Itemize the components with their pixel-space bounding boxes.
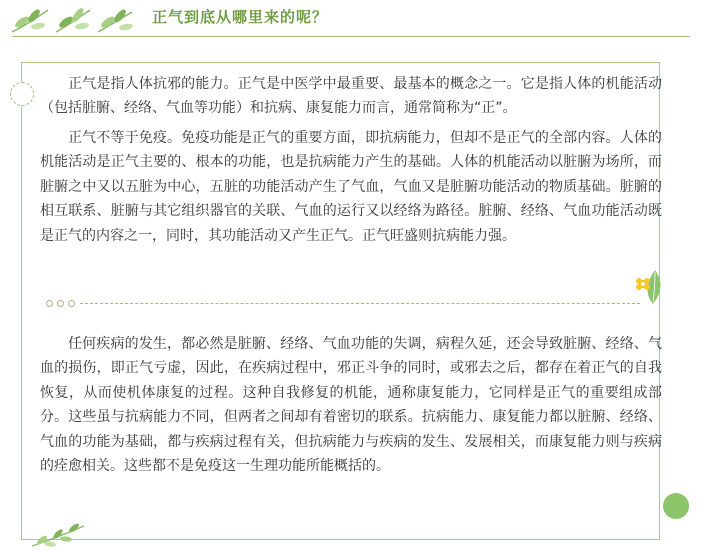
- leaf-decoration-icon: [8, 2, 138, 36]
- paragraph-3: 任何疾病的发生，都必然是脏腑、经络、气血功能的失调，病程久延，还会导致脏腑、经络、气血的损伤，即正气亏虚，因此，在疾病过程中，邪正斗争的同时，或邪去之后，都存在着正气的自我恢复，从而使机体康复的过程。这种自我修复的机能，通称康复能力，它同样是正气的重要组成部分。这些虽与抗病能力不同，但两者之间却有着密切的联系。抗病能力、康复能力都以脏腑、经络、气血的功能为基础，都与疾病过程有关，但抗病能力与疾病的发生、发展相关，而康复能力则与疾病的痊愈相关。这些都不是免疫这一生理功能所能概括的。: [40, 336, 662, 475]
- divider-dot: [68, 300, 75, 307]
- paragraph-2: 正气不等于免疫。免疫功能是正气的重要方面，即抗病能力，但却不是正气的全部内容。人体的机能活动是正气主要的、根本的功能，也是抗病能力产生的基础。人体的机能活动以脏腑为场所，而脏腑之中又以五脏为中心，五脏的功能活动产生了气血，气血又是脏腑功能活动的物质基础。脏腑的相互联系、脏腑与其它组织器官的关联、气血的运行又以经络为路径。脏腑、经络、气血功能活动既是正气的内容之一，同时，其功能活动又产生正气。正气旺盛则抗病能力强。: [40, 130, 662, 244]
- divider-dot: [57, 300, 64, 307]
- header: [0, 0, 702, 40]
- decor-circle: [663, 493, 689, 519]
- page-title: 正气到底从哪里来的呢？: [152, 8, 329, 26]
- paragraph-1: 正气是指人体抗邪的能力。正气是中医学中最重要、最基本的概念之一。它是指人体的机能活动（包括脏腑、经络、气血等功能）和抗病、康复能力而言，通常简称为“正”。: [40, 76, 662, 117]
- divider-dot: [46, 300, 53, 307]
- leaf-branch-icon: [28, 520, 88, 550]
- divider-dash-line: [80, 303, 640, 304]
- section-divider: [46, 300, 646, 308]
- leaf-flower-icon: [633, 268, 665, 308]
- card-corner-circle: [10, 82, 34, 106]
- header-divider: [12, 36, 690, 37]
